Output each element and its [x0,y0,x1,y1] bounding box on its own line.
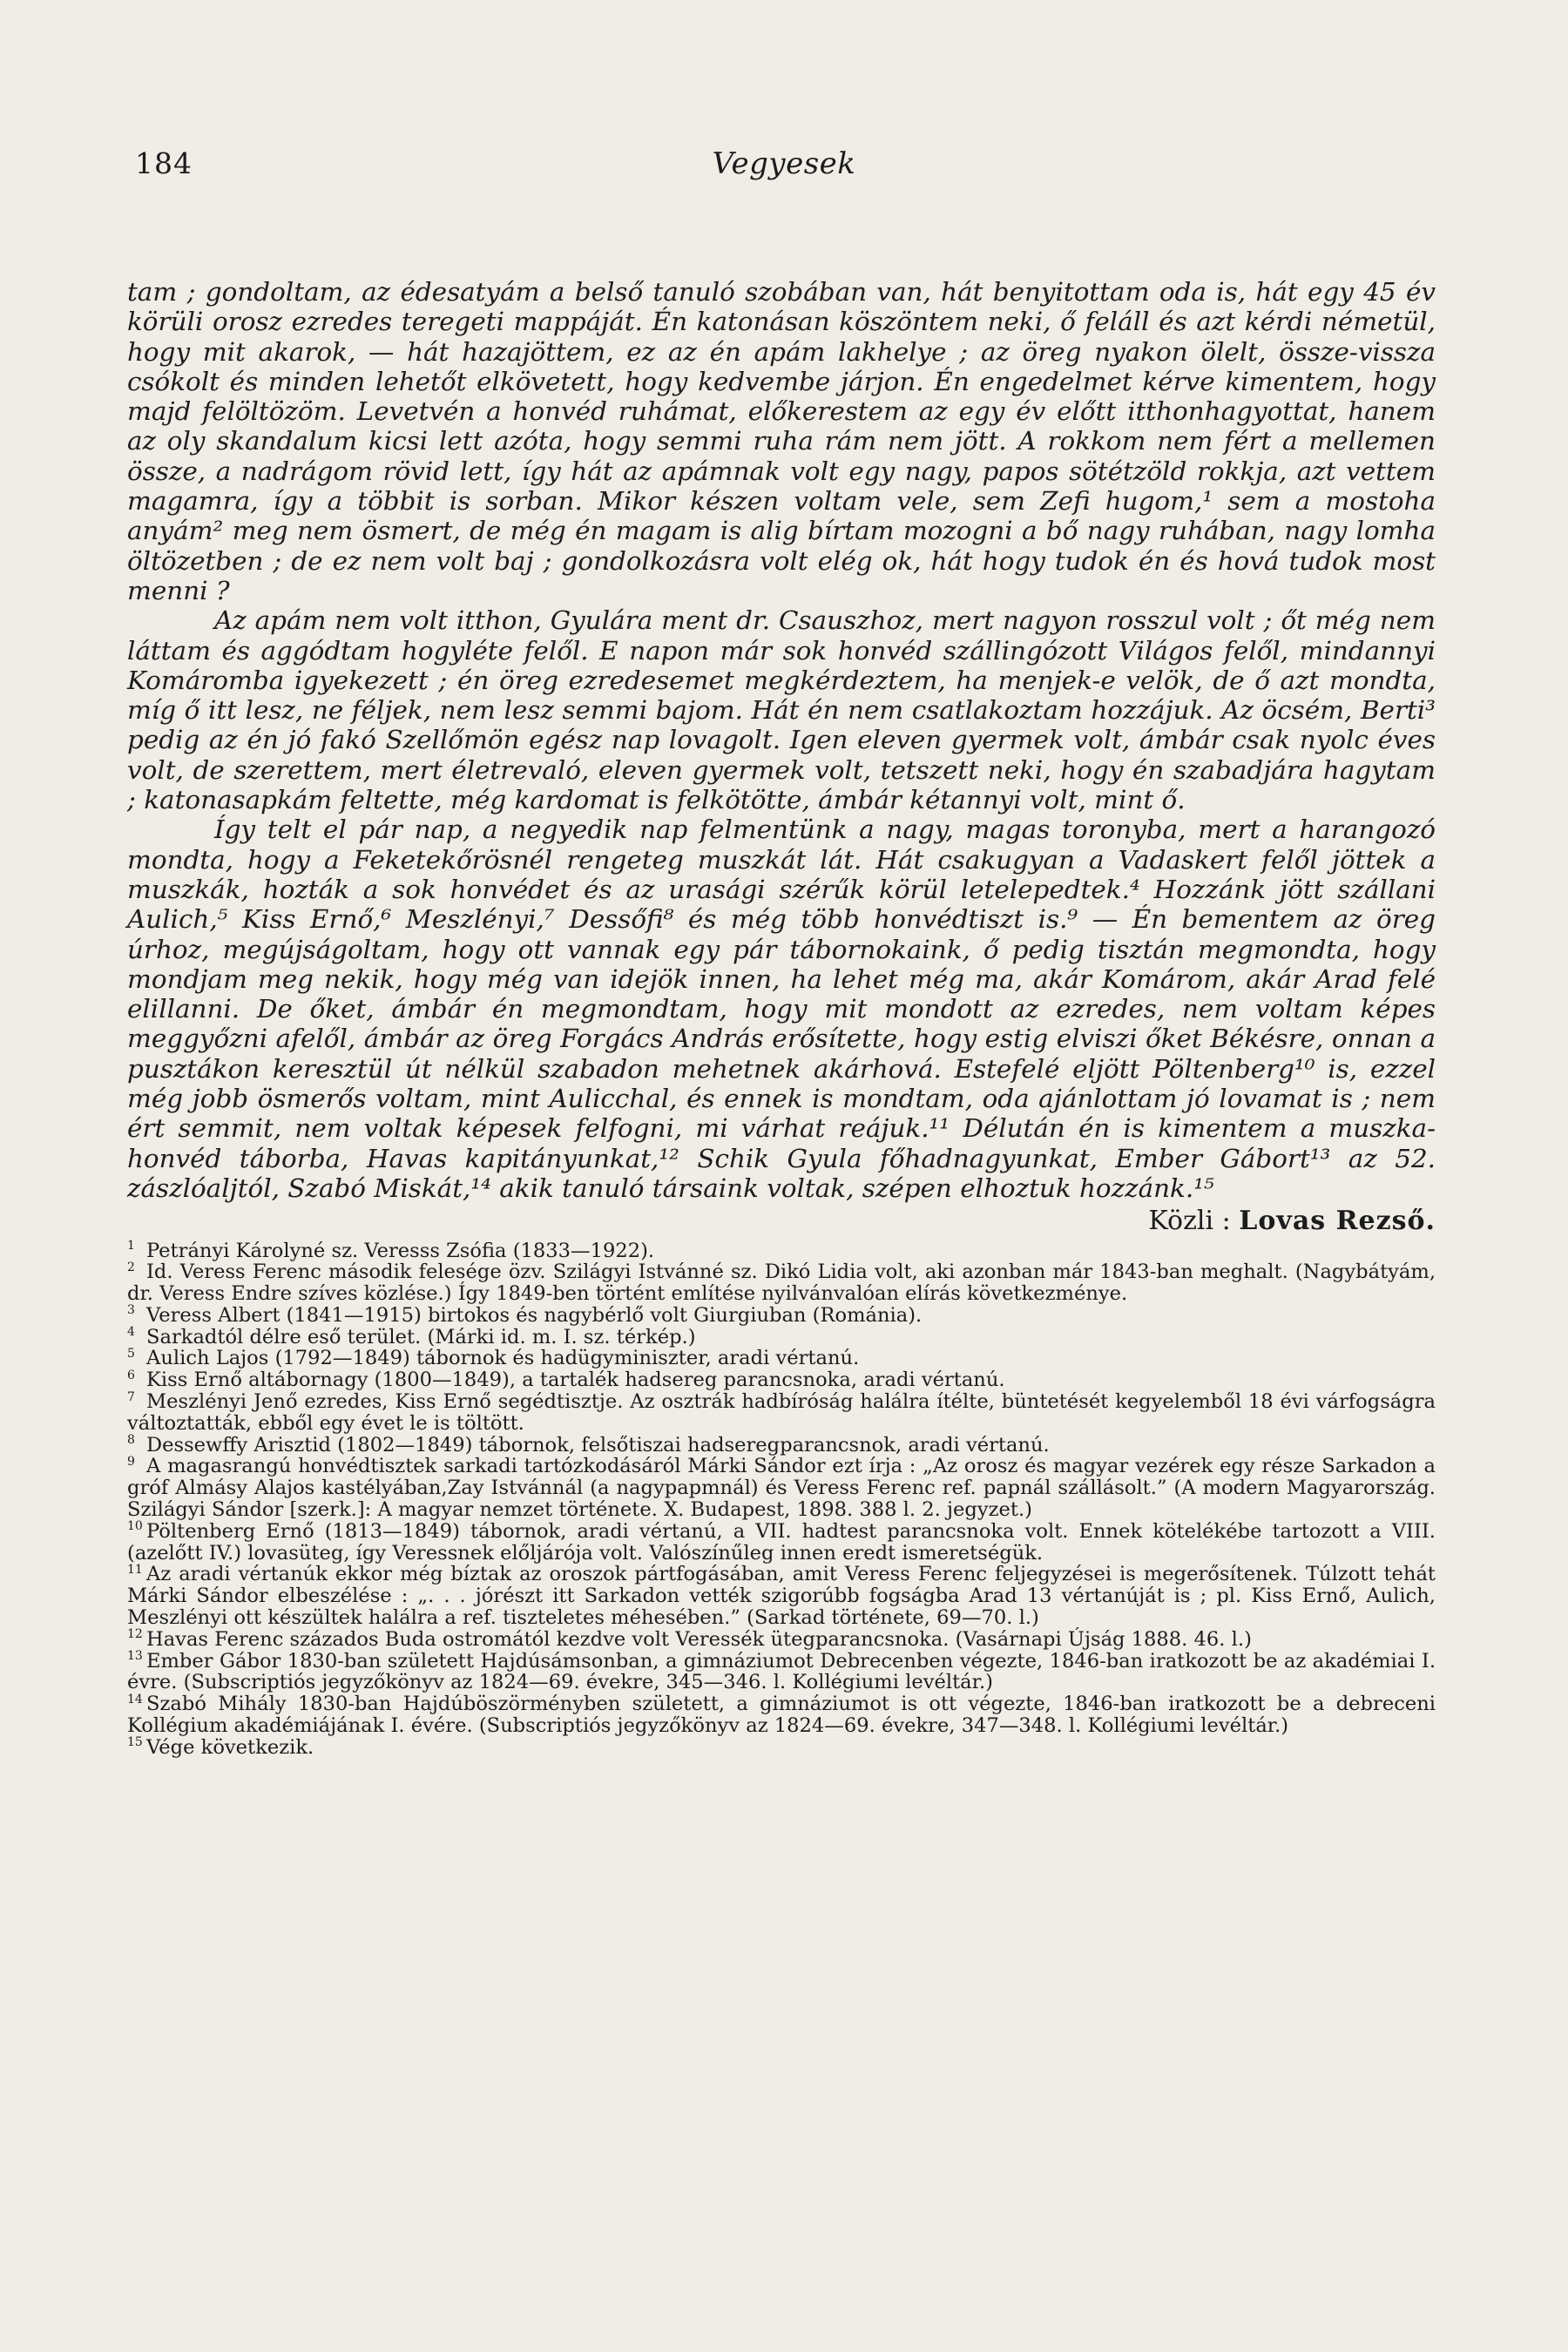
footnote-text: Ember Gábor 1830-ban született Hajdúsámsonban, a gimnáziumot Debrecenben végezte, 1846-ban iratkozott be az akadémiai I. évre. (Subscriptiós jegyzőkönyv az 1824—69. évekre, 345—346. l. Kollégiumi levéltár.) [127,1649,1436,1694]
footnote-text: Havas Ferenc százados Buda ostromától kezdve volt Veressék ütegparancsnoka. (Vasárnapi Újság 1888. 46. l.) [146,1627,1252,1651]
footnote: 7 Meszlényi Jenő ezredes, Kiss Ernő segédtisztje. Az osztrák hadbíróság halálra ítélte, büntetését kegyelemből 18 évi várfogságra változtatták, ebből egy évet le is töltött. [127,1389,1436,1435]
footnote: 10 Pöltenberg Ernő (1813—1849) tábornok, aradi vértanú, a VII. hadtest parancsnoka volt. Ennek kötelékébe tartozott a VIII. (azelőtt IV.) lovasüteg, így Veressnek előljárója volt. Valószínűleg innen eredt ismeretségük. [127,1519,1436,1565]
footnote: 9 A magasrangú honvédtisztek sarkadi tartózkodásáról Márki Sándor ezt írja : „Az orosz és magyar vezérek egy része Sarkadon a gróf Almásy Alajos kastélyában,Zay Istvánnál (a nagypapmnál) és Veress Ferenc ref. papnál szállásolt.” (A modern Magyarország. Szilágyi Sándor [szerk.]: A magyar nemzet története. X. Budapest, 1898. 388 l. 2. jegyzet.) [127,1454,1436,1522]
footnote-text: Az aradi vértanúk ekkor még bíztak az oroszok pártfogásában, amit Veress Ferenc feljegyzései is megerősítenek. Túlzott tehát Márki Sándor elbeszélése : „. . . jórészt itt Sarkadon vették szigorúbb fogságba Arad 13 vértanúját is ; pl. Kiss Ernő, Aulich, Meszlényi ott készültek halálra a ref. tiszteletes méhesében.” (Sarkad története, 69—70. l.) [127,1563,1436,1630]
footnote-text: Szabó Mihály 1830-ban Hajdúböszörményben született, a gimnáziumot is ott végezte, 1846-ban iratkozott be a debreceni Kollégium akadémiájának I. évére. (Subscriptiós jegyzőkönyv az 1824—69. évekre, 347—348. l. Kollégiumi levéltár.) [127,1693,1436,1738]
footnote: 15 Vége következik. [127,1735,314,1759]
footnote-text: Pöltenberg Ernő (1813—1849) tábornok, aradi vértanú, a VII. hadtest parancsnoka volt. Ennek kötelékébe tartozott a VIII. (azelőtt IV.) lovasüteg, így Veressnek előljárója volt. Valószínűleg innen eredt ismeretségük. [127,1519,1436,1565]
footnote: 5 Aulich Lajos (1792—1849) tábornok és hadügyminiszter, aradi vértanú. [127,1346,860,1370]
footnote: 1 Petrányi Károlyné sz. Veresss Zsófia (1833—1922). [127,1238,655,1262]
footnote-text: Sarkadtól délre eső terület. (Márki id. m. I. sz. térkép.) [146,1325,696,1348]
footnote-text: Dessewffy Arisztid (1802—1849) tábornok, felsőtiszai hadseregparancsnok, aradi vértanú. [146,1433,1050,1456]
page-header [131,146,1437,199]
running-head: Vegyesek [712,146,856,181]
footnote: 8 Dessewffy Arisztid (1802—1849) tábornok, felsőtiszai hadseregparancsnok, aradi vértanú. [127,1433,1050,1456]
signature-prefix: Közli : [1148,1206,1231,1237]
footnote-text: Aulich Lajos (1792—1849) tábornok és hadügyminiszter, aradi vértanú. [146,1347,860,1370]
footnotes [127,1240,1436,1759]
footnote-text: Meszlényi Jenő ezredes, Kiss Ernő segédtisztje. Az osztrák hadbíróság halálra ítélte, büntetését kegyelemből 18 évi várfogságra változtatták, ebből egy évet le is töltött. [127,1390,1436,1435]
footnote-text: Kiss Ernő altábornagy (1800—1849), a tartalék hadsereg parancsnoka, aradi vértanú. [146,1369,1005,1392]
paragraph: Így telt el pár nap, a negyedik nap felmentünk a nagy, magas toronyba, mert a harangozó mondta, hogy a Feketekőrösnél rengeteg muszkát lát. Hát csakugyan a Vadaskert felől jöttek a muszkák, hozták a sok honvédet és az urasági szérűk körül letelepedtek.⁴ Hozzánk jött szállani Aulich,⁵ Kiss Ernő,⁶ Meszlényi,⁷ Dessőfi⁸ és még több honvédtiszt is.⁹ — Én bementem az öreg úrhoz, megújságoltam, hogy ott vannak egy pár tábornokaink, ő pedig tisztán megmondta, hogy mondjam meg nekik, hogy még van idejök innen, ha lehet még ma, akár Komárom, akár Arad felé elillanni. De őket, ámbár én megmondtam, hogy mit mondott az ezredes, nem voltam képes meggyőzni afelől, ámbár az öreg Forgács András erősítette, hogy estig elviszi őket Békésre, onnan a pusztákon keresztül út nélkül szabadon mehetnek akárhová. Estefelé eljött Pöltenberg¹⁰ is, ezzel még jobb ösmerős voltam, mint Aulicchal, és ennek is mondtam, oda ajánlottam jó lovamat is ; nem ért semmit, nem voltak képesek felfogni, mi várhat reájuk.¹¹ Délután én is kimentem a muszka-honvéd táborba, Havas kapitányunkat,¹² Schik Gyula főhadnagyunkat, Ember Gábort¹³ az 52. zászlóaljtól, Szabó Miskát,¹⁴ akik tanuló társaink voltak, szépen elhoztuk hozzánk.¹⁵ [127,814,1436,1203]
footnote: 2 Id. Veress Ferenc második felesége özv. Szilágyi Istvánné sz. Dikó Lidia volt, aki azonban már 1843-ban meghalt. (Nagybátyám, dr. Veress Endre szíves közlése.) Így 1849-ben történt említése nyilvánvalóan elírás következménye. [127,1260,1436,1306]
page-number: 184 [135,146,193,180]
footnote: 4 Sarkadtól délre eső terület. (Márki id. m. I. sz. térkép.) [127,1325,696,1348]
footnote: 11 Az aradi vértanúk ekkor még bíztak az oroszok pártfogásában, amit Veress Ferenc feljegyzései is megerősítenek. Túlzott tehát Márki Sándor elbeszélése : „. . . jórészt itt Sarkadon vették szigorúbb fogságba Arad 13 vértanúját is ; pl. Kiss Ernő, Aulich, Meszlényi ott készültek halálra a ref. tiszteletes méhesében.” (Sarkad története, 69—70. l.) [127,1562,1436,1630]
footnote-text: Id. Veress Ferenc második felesége özv. Szilágyi Istvánné sz. Dikó Lidia volt, aki azonban már 1843-ban meghalt. (Nagybátyám, dr. Veress Endre szíves közlése.) Így 1849-ben történt említése nyilvánvalóan elírás következménye. [127,1260,1436,1306]
footnote-text: A magasrangú honvédtisztek sarkadi tartózkodásáról Márki Sándor ezt írja : „Az orosz és magyar vezérek egy része Sarkadon a gróf Almásy Alajos kastélyában,Zay Istvánnál (a nagypapmnál) és Veress Ferenc ref. papnál szállásolt.” (A modern Magyarország. Szilágyi Sándor [szerk.]: A magyar nemzet története. X. Budapest, 1898. 388 l. 2. jegyzet.) [127,1455,1436,1522]
footnote: 13 Ember Gábor 1830-ban született Hajdúsámsonban, a gimnáziumot Debrecenben végezte, 1846-ban iratkozott be az akadémiai I. évre. (Subscriptiós jegyzőkönyv az 1824—69. évekre, 345—346. l. Kollégiumi levéltár.) [127,1649,1436,1694]
paragraph: Az apám nem volt itthon, Gyulára ment dr. Csauszhoz, mert nagyon rosszul volt ; őt még nem láttam és aggódtam hogyléte felől. E napon már sok honvéd szállingózott Világos felől, mindannyi Komáromba igyekezett ; én öreg ezredesemet megkérdeztem, ha menjek-e velök, de ő azt mondta, míg ő itt lesz, ne féljek, nem lesz semmi bajom. Hát én nem csatlakoztam hozzájuk. Az öcsém, Berti³ pedig az én jó fakó Szellőmön egész nap lovagolt. Igen eleven gyermek volt, ámbár csak nyolc éves volt, de szerettem, mert életrevaló, eleven gyermek volt, tetszett neki, hogy én szabadjára hagytam ; katonasapkám feltette, még kardomat is felkötötte, ámbár kétannyi volt, mint ő. [127,605,1436,815]
footnote-text: Vége következik. [146,1735,314,1759]
footnote-text: Petrányi Károlyné sz. Veresss Zsófia (1833—1922). [146,1239,655,1262]
signature [127,1206,1436,1236]
footnote: 6 Kiss Ernő altábornagy (1800—1849), a tartalék hadsereg parancsnoka, aradi vértanú. [127,1368,1005,1392]
footnote: 14 Szabó Mihály 1830-ban Hajdúböszörményben született, a gimnáziumot is ott végezte, 1846-ban iratkozott be a debreceni Kollégium akadémiájának I. évére. (Subscriptiós jegyzőkönyv az 1824—69. évekre, 347—348. l. Kollégiumi levéltár.) [127,1692,1436,1738]
paragraph: tam ; gondoltam, az édesatyám a belső tanuló szobában van, hát benyitottam oda is, hát egy 45 év körüli orosz ezredes teregeti mappáját. Én katonásan köszöntem neki, ő feláll és azt kérdi németül, hogy mit akarok, — hát hazajöttem, ez az én apám lakhelye ; az öreg nyakon ölelt, össze-vissza csókolt és minden lehetőt elkövetett, hogy kedvembe járjon. Én engedelmet kérve kimentem, hogy majd felöltözöm. Levetvén a honvéd ruhámat, előkerestem az egy év előtt itthonhagyottat, hanem az oly skandalum kicsi lett azóta, hogy semmi ruha rám nem jött. A rokkom nem fért a mellemen össze, a nadrágom rövid lett, így hát az apámnak volt egy nagy, papos sötétzöld rokkja, azt vettem magamra, így a többit is sorban. Mikor készen voltam vele, sem Zefi hugom,¹ sem a mostoha anyám² meg nem ösmert, de még én magam is alig bírtam mozogni a bő nagy ruhában, nagy lomha öltözetben ; de ez nem volt baj ; gondolkozásra volt elég ok, hát hogy tudok én és hová tudok most menni ? [127,277,1436,605]
footnote-text: Veress Albert (1841—1915) birtokos és nagybérlő volt Giurgiuban (Románia). [146,1303,923,1327]
body-text [127,277,1436,1759]
signature-name: Lovas Rezső. [1239,1206,1436,1237]
footnote: 3 Veress Albert (1841—1915) birtokos és nagybérlő volt Giurgiuban (Románia). [127,1303,923,1327]
footnote: 12 Havas Ferenc százados Buda ostromától kezdve volt Veressék ütegparancsnoka. (Vasárnapi Újság 1888. 46. l.) [127,1627,1252,1651]
